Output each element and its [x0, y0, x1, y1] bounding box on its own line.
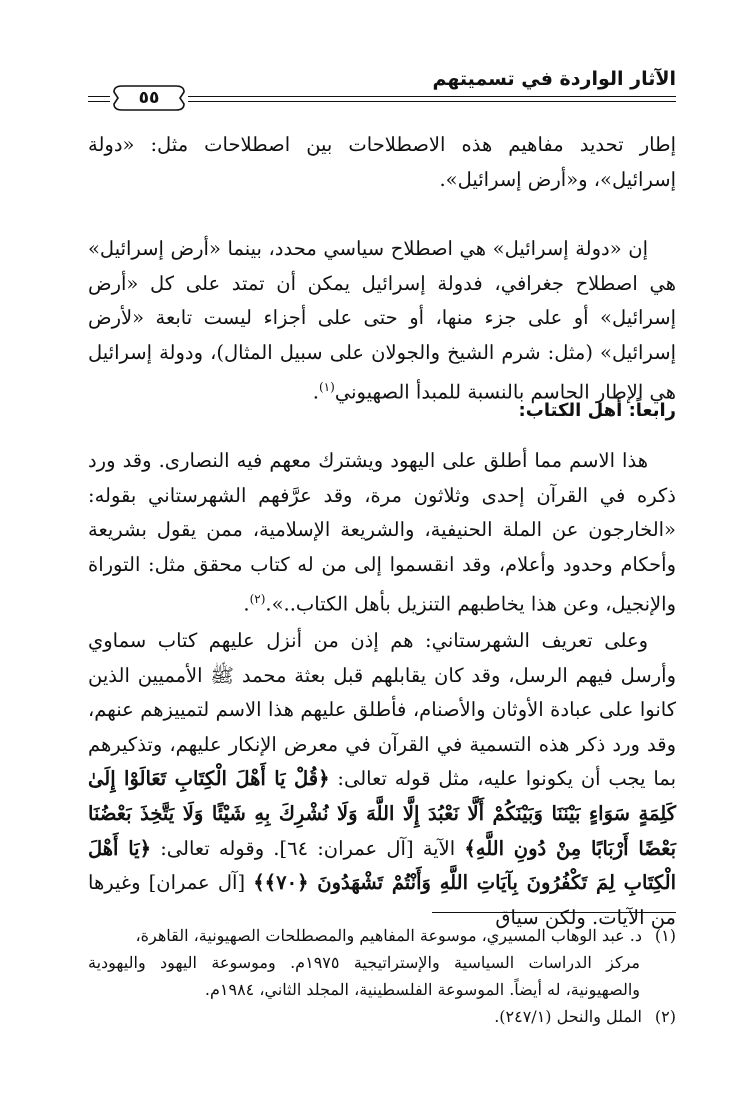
paragraph-4-text-c: [آل عمران] وغيرها من الآيات. ولكن سياق: [88, 871, 676, 929]
paragraph-3-end: .: [243, 592, 250, 616]
paragraph-3-text: هذا الاسم مما أطلق على اليهود ويشترك معهم فيه النصارى. وقد ورد ذكره في القرآن إحدى وثلاثون مرة، وقد عرَّفهم الشهرستاني بقوله: «الخارجون عن الملة الحنيفية، والشريعة الإسلامية، ممن يقول بشريعة وأحكام وحدود وأعلام، وقد انقسموا إلى من له كتاب محقق مثل: التوراة والإنجيل، وعن هذا يخاطبهم التنزيل بأهل الكتاب..».: [88, 449, 676, 616]
header-left-rule-double: [88, 101, 110, 102]
paragraph-1-text: إطار تحديد مفاهيم هذه الاصطلاحات بين اصطلاحات مثل: «دولة إسرائيل»، و«أرض إسرائيل».: [88, 133, 676, 191]
footnote-2: [88, 1003, 676, 1030]
quran-verse-1: ﴿قُلْ يَا أَهْلَ الْكِتَابِ تَعَالَوْا إِلَىٰ كَلِمَةٍ سَوَاءٍ بَيْنَنَا وَبَيْنَكُمْ أَلَّا نَعْبُدَ إِلَّا اللَّهَ وَلَا نُشْرِكَ بِهِ شَيْئًا وَلَا يَتَّخِذَ بَعْضُنَا بَعْضًا أَرْبَابًا مِنْ دُونِ اللَّهِ﴾: [88, 767, 677, 860]
quran-verse-2: ﴿يَا أَهْلَ الْكِتَابِ لِمَ تَكْفُرُونَ بِآيَاتِ اللَّهِ وَأَنْتُمْ تَشْهَدُونَ ﴿٧٠﴾﴾: [88, 836, 676, 895]
paragraph-2-end: .: [312, 380, 319, 404]
footnote-1-continuation: مركز الدراسات السياسية والإستراتيجية ١٩٧٥م. وموسوعة اليهود واليهودية والصهيونية، له أيضاً. الموسوعة الفلسطينية، المجلد الثاني، ١٩٨٤م.: [88, 953, 640, 999]
page-header: [88, 66, 676, 114]
paragraph-4-text-b: الآية [آل عمران: ٦٤]. وقوله تعالى:: [160, 836, 456, 860]
paragraph-2: [88, 232, 676, 410]
paragraph-4: [88, 624, 676, 935]
footnote-1: [88, 922, 676, 949]
footnote-text: الملل والنحل (٢٤٧/١).: [494, 1007, 642, 1026]
paragraph-1: [88, 128, 676, 197]
header-rule: [188, 96, 676, 97]
running-title: الآثار الواردة في تسميتهم: [432, 68, 676, 90]
page-number: ٥٥: [138, 88, 160, 108]
header-left-rule: [88, 96, 110, 97]
page-number-frame: [112, 84, 186, 112]
footnote-number: (٢): [654, 1007, 676, 1026]
footnote-separator: [432, 912, 676, 913]
paragraph-4-text-a: وعلى تعريف الشهرستاني: هم إذن من أنزل عليهم كتاب سماوي وأرسل فيهم الرسل، وقد كان يقابلهم قبل بعثة محمد ﷺ الأمميين الذين كانوا على عبادة الأوثان والأصنام، فأطلق عليهم هذا الاسم لتمييزهم عنهم، وقد ورد ذكر هذه التسمية في القرآن في معرض الإنكار عليهم، وتذكيرهم بما يجب أن يكونوا عليه، مثل قوله تعالى:: [88, 629, 676, 791]
paragraph-2-text: إن «دولة إسرائيل» هي اصطلاح سياسي محدد، بينما «أرض إسرائيل» هي اصطلاح جغرافي، فدولة إسرائيل يمكن أن تمتد على كل «أرض إسرائيل» أو على جزء منها، أو حتى على أجزاء ليست تابعة «لأرض إسرائيل» (مثل: شرم الشيخ والجولان على سبيل المثال)، ودولة إسرائيل هي الإطار الحاسم بالنسبة للمبدأ الصهيوني: [88, 237, 676, 404]
header-rule-double: [188, 101, 676, 102]
footnotes: [88, 922, 676, 1030]
paragraph-3: [88, 444, 676, 622]
footnote-ref-1[interactable]: (١): [318, 380, 335, 395]
footnote-ref-2[interactable]: (٢): [249, 592, 266, 607]
footnote-text: د. عبد الوهاب المسيري، موسوعة المفاهيم والمصطلحات الصهيونية، القاهرة،: [135, 926, 642, 945]
section-heading: رابعاً: أهل الكتاب:: [518, 400, 676, 421]
footnote-number: (١): [654, 926, 676, 945]
